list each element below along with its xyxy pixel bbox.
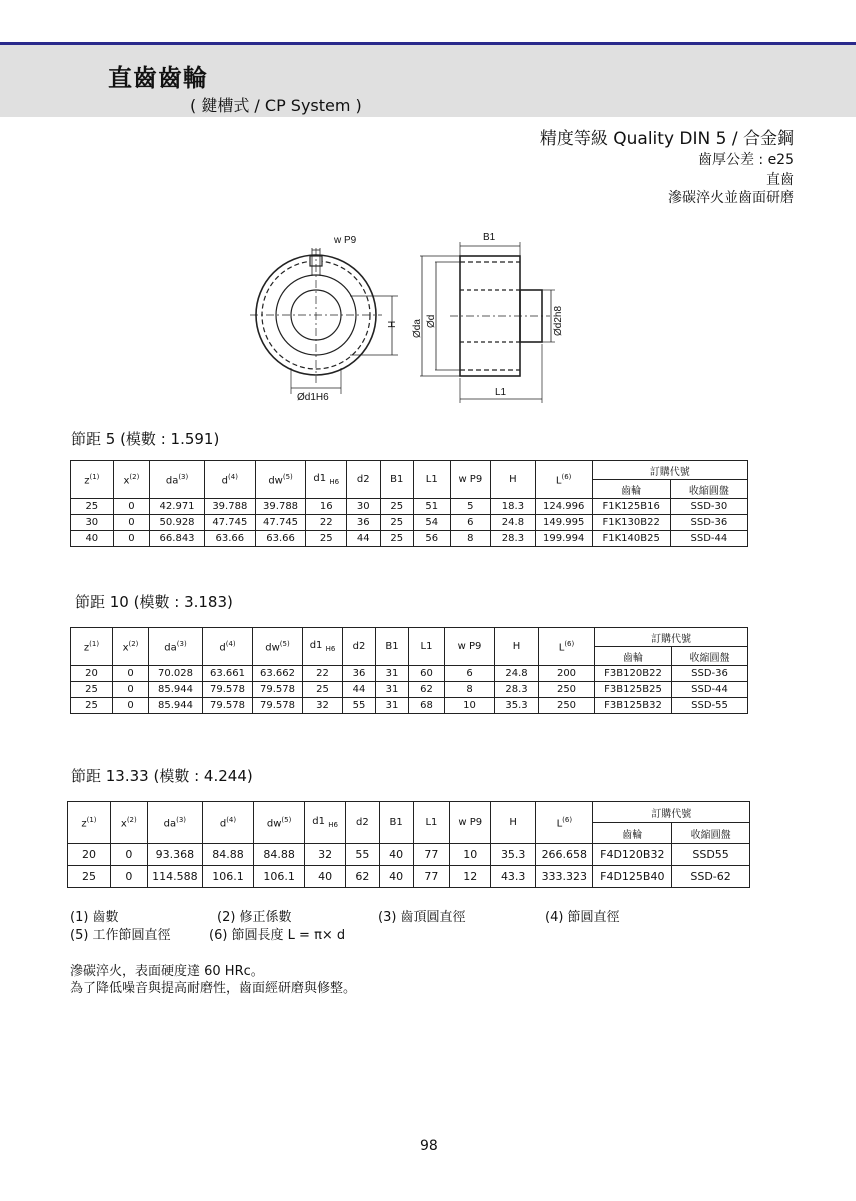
table-row [71, 666, 748, 682]
table-cell: 84.88 [202, 844, 253, 866]
spec-treatment: 滲碳淬火並齒面研磨 [668, 190, 794, 206]
table-cell: 84.88 [254, 844, 305, 866]
table-row [68, 844, 750, 866]
section-title-pitch-13-33: 節距 13.33 (模數 : 4.244) [71, 767, 253, 785]
table-cell: 28.3 [495, 682, 539, 698]
table-cell: 0 [113, 682, 149, 698]
table-cell: 18.3 [491, 499, 536, 515]
table-cell: 35.3 [491, 844, 536, 866]
table-cell: 32 [303, 698, 343, 714]
table-cell: 25 [71, 682, 113, 698]
table-cell: 250 [539, 698, 595, 714]
col-gear: 齒輪 [592, 480, 670, 499]
table-cell: 31 [376, 698, 409, 714]
table-cell: 31 [376, 666, 409, 682]
table-cell: F3B120B22 [595, 666, 672, 682]
table-cell: 39.788 [255, 499, 306, 515]
col-l1: L1 [413, 802, 450, 844]
col-w: w P9 [450, 461, 491, 499]
col-clamp: 收縮圓盤 [672, 647, 748, 666]
col-gear: 齒輪 [595, 647, 672, 666]
table-cell: 22 [306, 515, 347, 531]
spec-tooth-type: 直齒 [766, 172, 794, 188]
table-row [68, 866, 750, 888]
table-cell: 47.745 [204, 515, 255, 531]
label-d: Ød [426, 314, 437, 328]
col-z: $z^{(1)}$ [71, 461, 114, 499]
table-cell: 66.843 [150, 531, 205, 547]
table-cell: 25 [380, 531, 413, 547]
col-w: w P9 [445, 628, 495, 666]
col-x: $x^{(2)}$ [113, 628, 149, 666]
table-cell: 40 [379, 866, 413, 888]
col-d2: d2 [347, 461, 380, 499]
label-b1: B1 [483, 232, 496, 243]
col-d1: d1 $_{H6}$ [305, 802, 346, 844]
section-title-pitch-5: 節距 5 (模數 : 1.591) [71, 430, 220, 448]
spec-table-pitch-13-33 [67, 801, 750, 888]
table-cell: 8 [445, 682, 495, 698]
table-row [71, 531, 748, 547]
table-cell: 40 [71, 531, 114, 547]
table-cell: 44 [343, 682, 376, 698]
label-l1: L1 [495, 387, 507, 398]
page-title: 直齒齒輪 [108, 64, 208, 92]
table-row [71, 499, 748, 515]
spec-quality: 精度等級 Quality DIN 5 / 合金鋼 [539, 129, 794, 149]
table-cell: 47.745 [255, 515, 306, 531]
table-cell: 31 [376, 682, 409, 698]
table-cell: 63.662 [253, 666, 303, 682]
table-cell: 36 [343, 666, 376, 682]
table-cell: 32 [305, 844, 346, 866]
table-cell: 43.3 [491, 866, 536, 888]
table-cell: 25 [380, 515, 413, 531]
col-d1: d1 $_{H6}$ [306, 461, 347, 499]
spec-table-pitch-5 [70, 460, 748, 547]
table-cell: 0 [113, 698, 149, 714]
footnote-6: (6) 節圓長度 L = π× d [209, 928, 346, 943]
table-cell: 77 [413, 866, 450, 888]
page-subtitle: ( 鍵槽式 / CP System ) [190, 96, 362, 115]
col-d: $d^{(4)}$ [204, 461, 255, 499]
page-number: 98 [420, 1138, 438, 1154]
table-cell: 8 [450, 531, 491, 547]
col-d2: d2 [346, 802, 380, 844]
table-cell: 40 [379, 844, 413, 866]
table-cell: 24.8 [495, 666, 539, 682]
col-dw: $dw^{(5)}$ [253, 628, 303, 666]
table-cell: 20 [71, 666, 113, 682]
table-cell: 0 [113, 515, 150, 531]
col-clamp: 收縮圓盤 [672, 823, 750, 844]
table-body [68, 844, 750, 888]
table-body [71, 499, 748, 547]
table-cell: F1K125B16 [592, 499, 670, 515]
col-x: $x^{(2)}$ [110, 802, 147, 844]
table-row [71, 682, 748, 698]
table-cell: 6 [445, 666, 495, 682]
footnote-4: (4) 節圓直徑 [545, 910, 620, 925]
table-cell: 22 [303, 666, 343, 682]
table-cell: 79.578 [253, 682, 303, 698]
col-gear: 齒輪 [593, 823, 672, 844]
table-cell: SSD-55 [672, 698, 748, 714]
table-row [71, 698, 748, 714]
table-cell: 200 [539, 666, 595, 682]
table-cell: 25 [68, 866, 111, 888]
table-cell: 10 [450, 844, 491, 866]
table-cell: 56 [413, 531, 450, 547]
table-cell: 79.578 [253, 698, 303, 714]
col-clamp: 收縮圓盤 [670, 480, 747, 499]
table-cell: F4D120B32 [593, 844, 672, 866]
table-cell: 333.323 [536, 866, 593, 888]
table-cell: 0 [113, 666, 149, 682]
table-cell: 42.971 [150, 499, 205, 515]
table-cell: 36 [347, 515, 380, 531]
table-cell: SSD55 [672, 844, 750, 866]
table-cell: 55 [343, 698, 376, 714]
table-cell: SSD-62 [672, 866, 750, 888]
spec-tolerance: 齒厚公差 : e25 [697, 152, 794, 168]
footnote-3: (3) 齒頂圓直徑 [378, 910, 466, 925]
table-cell: F3B125B32 [595, 698, 672, 714]
table-body [71, 666, 748, 714]
footnote-1: (1) 齒數 [70, 910, 119, 925]
table-cell: F1K140B25 [592, 531, 670, 547]
table-cell: 68 [409, 698, 445, 714]
col-order: 訂購代號 [593, 802, 750, 823]
col-l: $L^{(6)}$ [535, 461, 592, 499]
table-cell: 106.1 [202, 866, 253, 888]
table-row [71, 515, 748, 531]
table-cell: 30 [347, 499, 380, 515]
table-cell: 24.8 [491, 515, 536, 531]
col-d1: d1 $_{H6}$ [303, 628, 343, 666]
table-cell: 30 [71, 515, 114, 531]
col-h: H [491, 461, 536, 499]
table-cell: 25 [380, 499, 413, 515]
col-d: $d^{(4)}$ [203, 628, 253, 666]
table-cell: 62 [409, 682, 445, 698]
table-cell: 149.995 [535, 515, 592, 531]
table-cell: 124.996 [535, 499, 592, 515]
table-cell: 25 [71, 698, 113, 714]
col-order: 訂購代號 [595, 628, 748, 647]
table-cell: 79.578 [203, 698, 253, 714]
col-z: $z^{(1)}$ [71, 628, 113, 666]
table-cell: 93.368 [147, 844, 202, 866]
table-cell: 12 [450, 866, 491, 888]
col-l1: L1 [409, 628, 445, 666]
section-title-pitch-10: 節距 10 (模數 : 3.183) [75, 593, 233, 611]
table-cell: 79.578 [203, 682, 253, 698]
table-cell: 0 [113, 531, 150, 547]
col-z: $z^{(1)}$ [68, 802, 111, 844]
footnote-2: (2) 修正係數 [217, 910, 292, 925]
col-d2: d2 [343, 628, 376, 666]
table-cell: F4D125B40 [593, 866, 672, 888]
col-l: $L^{(6)}$ [536, 802, 593, 844]
table-cell: 85.944 [149, 682, 203, 698]
col-h: H [491, 802, 536, 844]
table-cell: 25 [306, 531, 347, 547]
col-order: 訂購代號 [592, 461, 747, 480]
gear-drawing [250, 228, 590, 408]
table-cell: 199.994 [535, 531, 592, 547]
table-cell: 54 [413, 515, 450, 531]
table-cell: 106.1 [254, 866, 305, 888]
note-hardness: 滲碳淬火，表面硬度達 60 HRc。 [70, 964, 264, 979]
table-cell: F3B125B25 [595, 682, 672, 698]
table-cell: 55 [346, 844, 380, 866]
table-cell: 20 [68, 844, 111, 866]
table-cell: SSD-44 [672, 682, 748, 698]
col-b1: B1 [376, 628, 409, 666]
table-cell: 6 [450, 515, 491, 531]
table-cell: SSD-36 [672, 666, 748, 682]
spec-table-pitch-10 [70, 627, 748, 714]
table-cell: SSD-36 [670, 515, 747, 531]
table-cell: SSD-30 [670, 499, 747, 515]
col-da: $da^{(3)}$ [150, 461, 205, 499]
table-cell: 10 [445, 698, 495, 714]
col-d: $d^{(4)}$ [202, 802, 253, 844]
table-cell: 62 [346, 866, 380, 888]
table-cell: 25 [303, 682, 343, 698]
col-x: $x^{(2)}$ [113, 461, 150, 499]
col-dw: $dw^{(5)}$ [254, 802, 305, 844]
col-da: $da^{(3)}$ [147, 802, 202, 844]
table-cell: 16 [306, 499, 347, 515]
footnote-5: (5) 工作節圓直徑 [70, 928, 171, 943]
col-l1: L1 [413, 461, 450, 499]
table-cell: 70.028 [149, 666, 203, 682]
col-b1: B1 [379, 802, 413, 844]
table-cell: 77 [413, 844, 450, 866]
table-cell: 63.661 [203, 666, 253, 682]
table-cell: 60 [409, 666, 445, 682]
table-cell: 0 [113, 499, 150, 515]
col-da: $da^{(3)}$ [149, 628, 203, 666]
col-l: $L^{(6)}$ [539, 628, 595, 666]
table-cell: 51 [413, 499, 450, 515]
label-wp9: w P9 [334, 235, 357, 246]
label-h: H [387, 320, 398, 328]
col-dw: $dw^{(5)}$ [255, 461, 306, 499]
table-cell: 250 [539, 682, 595, 698]
col-b1: B1 [380, 461, 413, 499]
table-cell: 40 [305, 866, 346, 888]
label-d1h6: Ød1H6 [297, 392, 329, 403]
table-cell: 35.3 [495, 698, 539, 714]
table-cell: 44 [347, 531, 380, 547]
table-cell: 63.66 [255, 531, 306, 547]
table-cell: 0 [110, 866, 147, 888]
table-cell: 63.66 [204, 531, 255, 547]
table-cell: 39.788 [204, 499, 255, 515]
label-d2h8: Ød2h8 [553, 305, 564, 336]
table-cell: 5 [450, 499, 491, 515]
note-grinding: 為了降低噪音與提高耐磨性，齒面經研磨與修整。 [70, 981, 357, 996]
table-cell: F1K130B22 [592, 515, 670, 531]
table-cell: SSD-44 [670, 531, 747, 547]
table-cell: 85.944 [149, 698, 203, 714]
table-cell: 25 [71, 499, 114, 515]
table-cell: 266.658 [536, 844, 593, 866]
col-w: w P9 [450, 802, 491, 844]
table-cell: 114.588 [147, 866, 202, 888]
col-h: H [495, 628, 539, 666]
table-cell: 0 [110, 844, 147, 866]
label-da: Øda [412, 319, 423, 338]
table-cell: 50.928 [150, 515, 205, 531]
table-cell: 28.3 [491, 531, 536, 547]
